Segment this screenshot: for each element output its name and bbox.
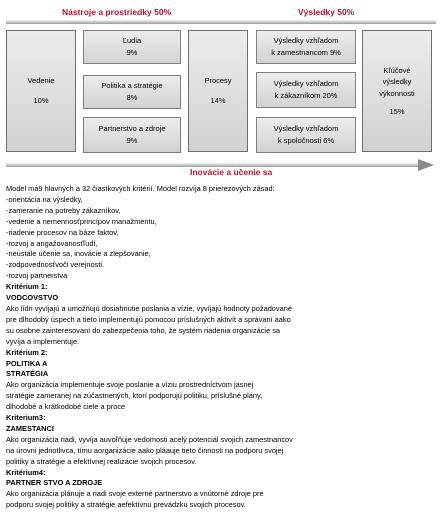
innovation-footer: Inovácie a učenie sa <box>190 167 273 177</box>
intro-text: Model má9 hlavných a 32 čiastkových kritérií. Model rozvíja 8 prierezových zásad: <box>6 184 275 193</box>
customer-results-line1: Výsledky vzhľadom <box>273 79 339 89</box>
partnership-box <box>83 117 181 153</box>
processes-label: Procesy <box>204 76 232 86</box>
people-pct: 9% <box>126 48 138 57</box>
partnership-label: Partnerstvo a zdroje <box>98 124 166 134</box>
people-results-box <box>256 30 356 64</box>
criterion-2-title: POLITIKA A <box>6 358 48 368</box>
principle-item: -zodpovednosťvoči verejnosti. <box>6 260 105 270</box>
principle-item: -rozvoj a angažovanosťľudí, <box>6 238 98 248</box>
leadership-pct: 10% <box>33 96 49 105</box>
criterion-3-text: Ako organizácia riadi, vyvíja auvoľňuje vedomosti acelý potenciál svojich zamestnancov <box>6 434 293 444</box>
people-results-line1: Výsledky vzhľadom <box>273 36 339 46</box>
policy-box <box>83 75 181 109</box>
criterion-1-text: Ako lídri vyvíjajú a umožňujú dosiahnutie poslania a vízie, vyvíjajú hodnoty požadované <box>6 303 292 313</box>
criterion-1-title: VODCOVSTVO <box>6 293 59 303</box>
principle-item: -neustále učenie sa, inovácie a zlepšovanie, <box>6 249 151 259</box>
criterion-3-label: Kriterium3: <box>6 413 46 423</box>
excellence-model-diagram <box>0 0 440 180</box>
results-header: Výsledky 50% <box>298 7 355 17</box>
customer-results-line2: k zákazníkom 20% <box>274 91 338 100</box>
criterion-2-label: Kritérium 2: <box>6 347 48 357</box>
criterion-2-text: dlhodobé a krátkodobé ciele a proce <box>6 402 126 412</box>
principle-item: -orientácia na výsledky, <box>6 194 83 204</box>
policy-pct: 8% <box>126 93 138 102</box>
criterion-1-text: vyvíja a implementuje. <box>6 336 80 346</box>
key-results-pct: 15% <box>389 106 405 116</box>
criterion-2-text: stratégie zameranej na zúčastnených, ktorí podporujú politiku, príslušné plány, <box>6 391 263 401</box>
top-divider-bar <box>6 20 436 24</box>
enablers-header: Nástroje a prostriedky 50% <box>62 7 172 17</box>
criterion-3-text: politiky a stratégie a efektívnej realizácie svojich procesov. <box>6 456 197 466</box>
society-results-box <box>256 117 356 153</box>
criterion-1-text: pre dlhodobý úspech a tieto implementujú pomocou príslušných aktivít a správaní aako <box>6 314 291 324</box>
model-description <box>6 184 436 511</box>
principle-item: -riadenie procesov na báze faktov, <box>6 227 119 237</box>
society-results-line1: Výsledky vzhľadom <box>273 124 339 134</box>
innovation-arrowhead <box>418 159 434 171</box>
leadership-label: Vedenie <box>27 76 55 86</box>
processes-box <box>188 30 248 152</box>
processes-pct: 14% <box>210 96 226 105</box>
criterion-3-text: na úrovni jednotlivca, tímu aorganizácie aako pláauje tieto činnosti na podporu svojej <box>6 445 284 455</box>
criterion-2-text: Ako organizácia implementuje svoje poslanie a víziu prostredníctvom jasnej <box>6 380 254 390</box>
criterion-4-title: PARTNER STVO A ZDROJE <box>6 478 103 488</box>
people-box <box>83 30 181 64</box>
criterion-4-text: Ako organizácia plánuje a riadi svoje externé partnerstvo a vnútorné zdroje pre <box>6 489 264 499</box>
society-results-line2: k spoločnosti 6% <box>277 136 335 145</box>
criterion-1-text: su osobne zainteresovaní do zabezpečenia toho, že systém riadenia organizácie sa <box>6 325 281 335</box>
people-results-line2: k zamestnancom 9% <box>271 48 341 57</box>
criterion-3-title: ZAMESTANCI <box>6 423 54 433</box>
criterion-2-title: STRATÉGIA <box>6 369 49 379</box>
criterion-4-label: Kritérium4: <box>6 467 46 477</box>
leadership-box <box>6 30 76 152</box>
principle-item: -zameranie na potreby zákazníkov, <box>6 205 121 215</box>
people-label: Ľudia <box>122 36 142 46</box>
criterion-1-label: Kritérium 1: <box>6 282 48 292</box>
key-results-line1: Kľúčové <box>383 65 411 75</box>
policy-label: Politika a stratégie <box>101 81 163 91</box>
principle-item: -vedenie a nemennosťprincípov manažmentu, <box>6 216 157 226</box>
partnership-pct: 9% <box>126 136 138 145</box>
key-results-line3: výkonnosti <box>379 89 415 98</box>
key-results-box <box>362 30 432 152</box>
key-results-line2: výsledky <box>382 77 412 87</box>
criterion-4-text: podporu svojej politiky a stratégie aefektívnu prevádzku svojich procesov. <box>6 500 246 510</box>
principle-item: -rozvoj partnerstva <box>6 271 68 281</box>
customer-results-box <box>256 72 356 108</box>
